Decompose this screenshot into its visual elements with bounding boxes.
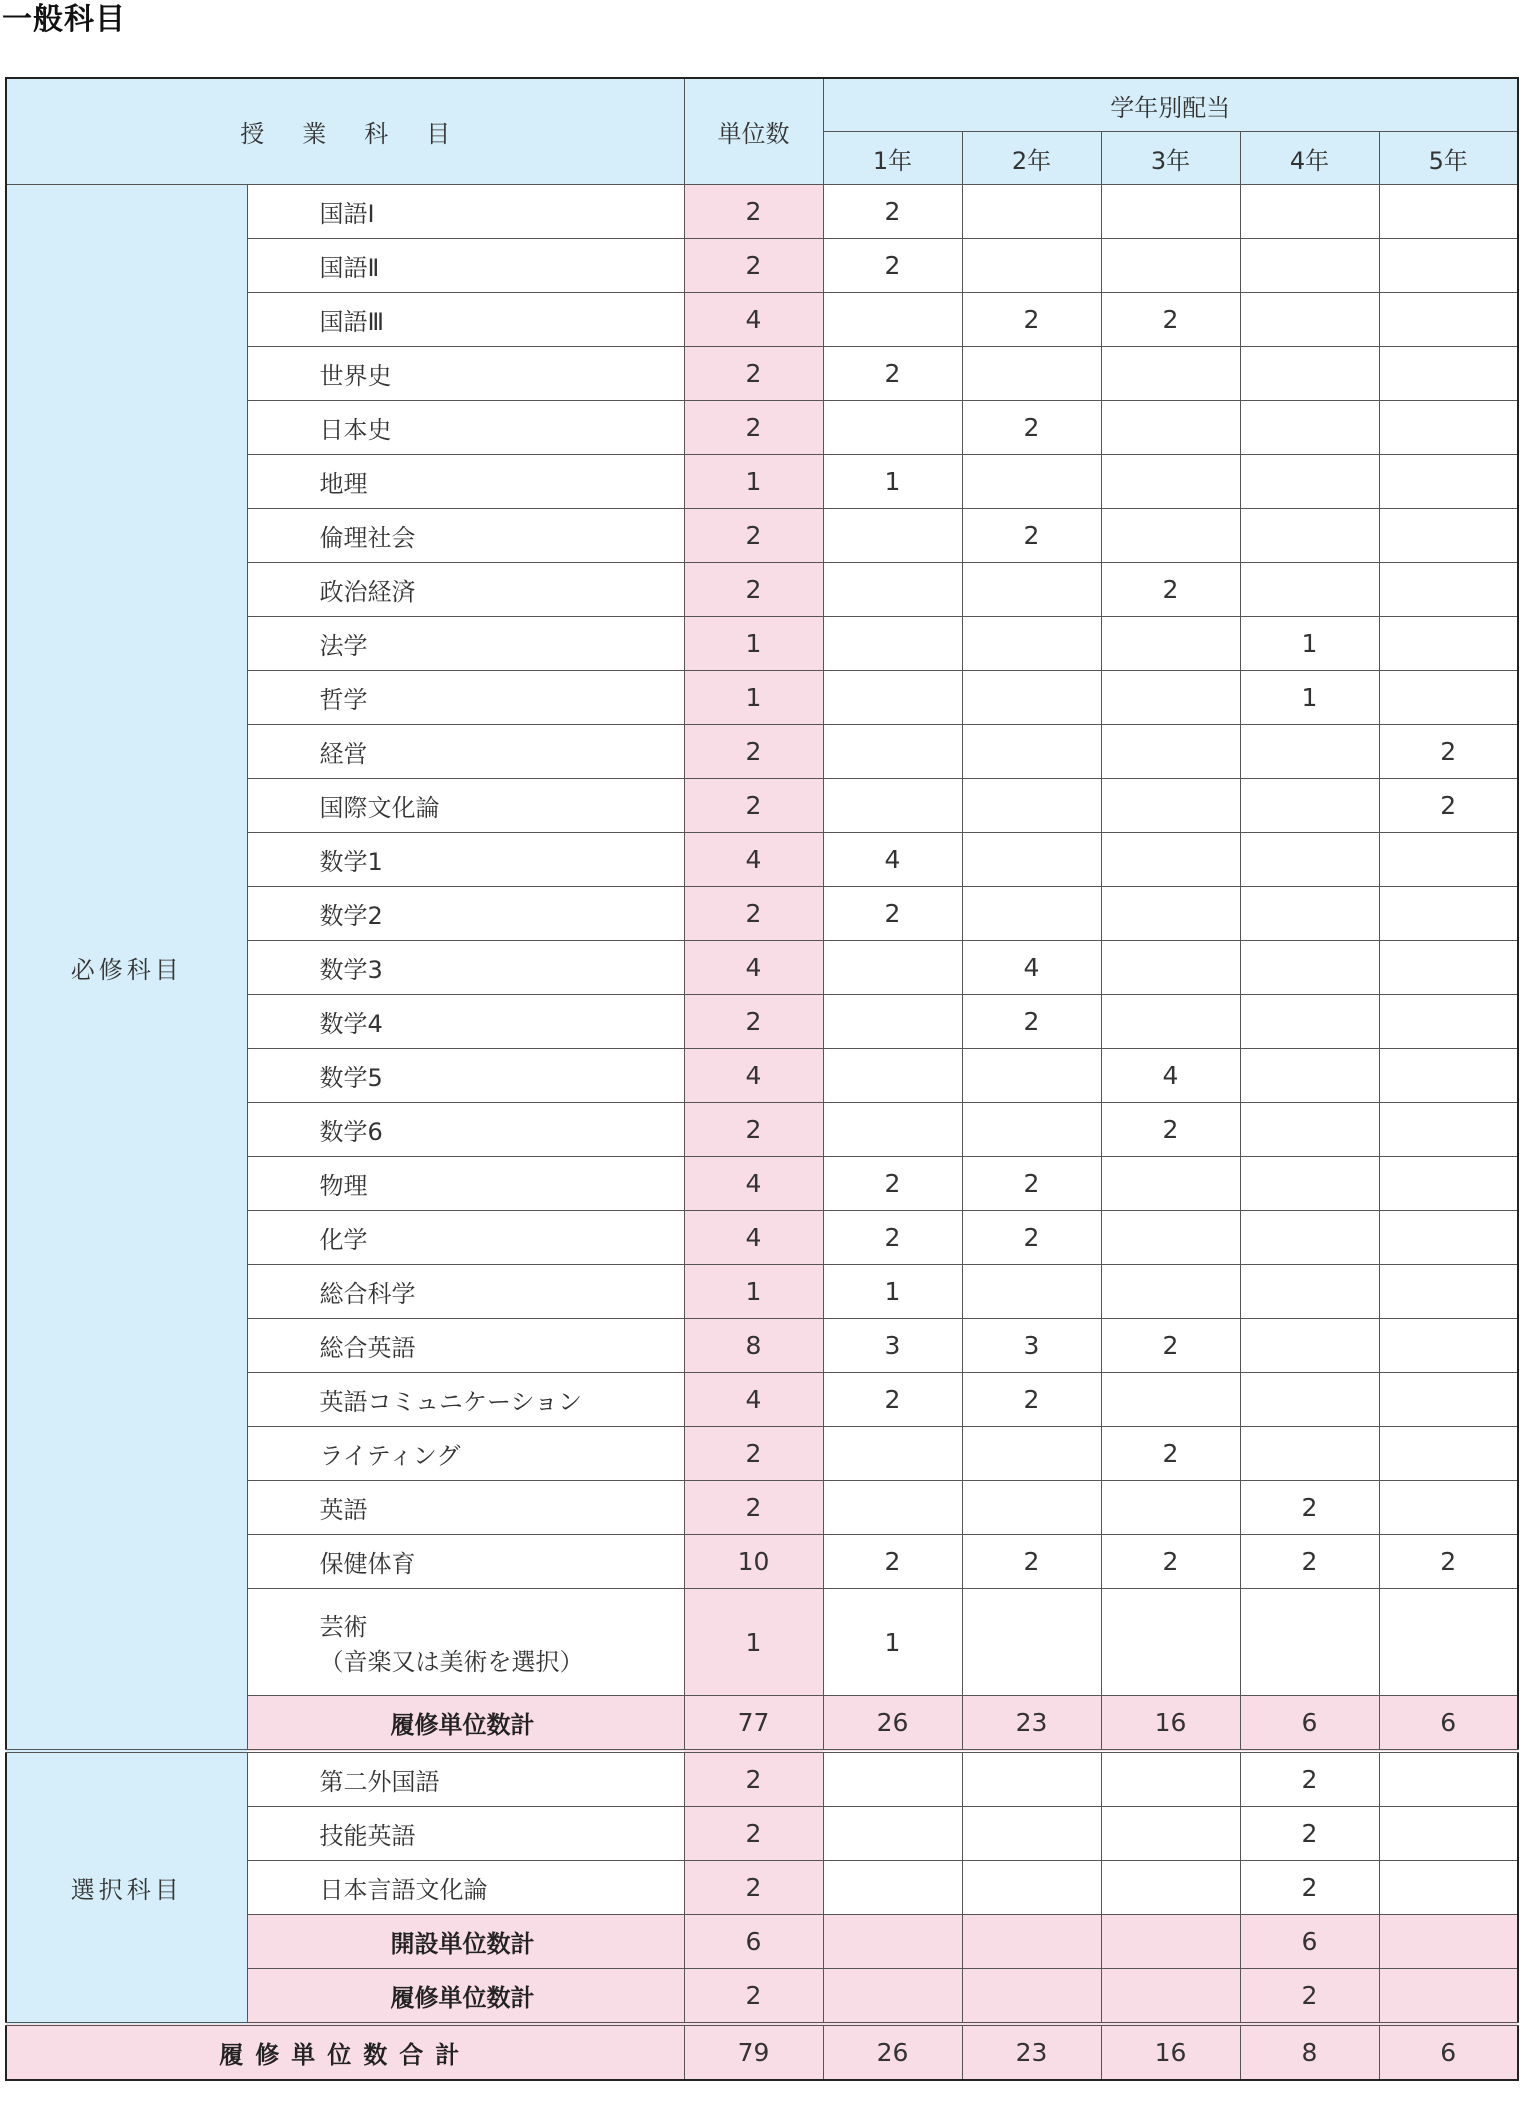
units-cell: 4: [684, 1157, 823, 1211]
grade-cell: [1379, 1049, 1518, 1103]
grade-cell: [962, 239, 1101, 293]
units-cell: 1: [684, 671, 823, 725]
curriculum-table: [5, 77, 1519, 2081]
grade-cell: [962, 563, 1101, 617]
subject-name-text: 地理: [319, 470, 368, 498]
grade-cell: [1240, 887, 1379, 941]
grade-cell: 2: [1379, 779, 1518, 833]
subject-name-text: 日本言語文化論: [319, 1876, 488, 1904]
grade-cell: 2: [1101, 1103, 1240, 1157]
grade-cell: [1240, 509, 1379, 563]
units-cell: 4: [684, 1373, 823, 1427]
grade-cell: [823, 401, 962, 455]
grade-cell: 2: [962, 401, 1101, 455]
grade-cell: [962, 1103, 1101, 1157]
grade-cell: [1101, 1861, 1240, 1915]
grade-cell: 2: [823, 887, 962, 941]
subject-name: [247, 1265, 684, 1319]
header-grade-1: 1年: [823, 132, 962, 185]
grade-cell: [823, 725, 962, 779]
grade-cell: [962, 1481, 1101, 1535]
subject-name: [247, 1807, 684, 1861]
subject-name: [247, 1373, 684, 1427]
grade-cell: [1101, 509, 1240, 563]
grade-cell: [1240, 563, 1379, 617]
grade-cell: [1101, 347, 1240, 401]
grade-cell: [823, 1751, 962, 1807]
grade-cell: [1379, 1861, 1518, 1915]
units-cell: 2: [684, 1481, 823, 1535]
grade-cell: [1379, 617, 1518, 671]
units-cell: 4: [684, 1211, 823, 1265]
units-cell: 10: [684, 1535, 823, 1589]
table-body: [6, 185, 1518, 2081]
total-label: 履修単位数合計: [6, 2024, 684, 2080]
grade-cell: 2: [1240, 1861, 1379, 1915]
grade-cell: 2: [1379, 1535, 1518, 1589]
grade-cell: [1379, 1481, 1518, 1535]
subject-name: [247, 239, 684, 293]
grade-cell: [1101, 1589, 1240, 1696]
grade-cell: [962, 1861, 1101, 1915]
total-grade-cell: [962, 1969, 1101, 2025]
subject-name-text: 英語: [319, 1496, 368, 1524]
subject-name-text: 国語Ⅰ: [319, 200, 375, 228]
subject-name-text: 総合英語: [319, 1334, 416, 1362]
grade-cell: [962, 1265, 1101, 1319]
grade-cell: [823, 995, 962, 1049]
grade-cell: [1379, 1751, 1518, 1807]
total-grade-cell: 6: [1240, 1915, 1379, 1969]
grade-cell: [1240, 1427, 1379, 1481]
grade-cell: [1240, 995, 1379, 1049]
grade-cell: 4: [962, 941, 1101, 995]
grade-cell: [1240, 1049, 1379, 1103]
units-cell: 1: [684, 1589, 823, 1696]
subject-name: [247, 293, 684, 347]
grade-cell: [1240, 779, 1379, 833]
header-grade-3: 3年: [1101, 132, 1240, 185]
subject-name-text: 化学: [319, 1226, 368, 1254]
grade-cell: [1240, 941, 1379, 995]
grade-cell: 3: [962, 1319, 1101, 1373]
grade-cell: 4: [1101, 1049, 1240, 1103]
grade-cell: 3: [823, 1319, 962, 1373]
total-units-cell: 2: [684, 1969, 823, 2025]
subject-name: [247, 563, 684, 617]
subject-name: [247, 1535, 684, 1589]
grade-cell: [1101, 671, 1240, 725]
units-cell: 2: [684, 509, 823, 563]
units-cell: 2: [684, 887, 823, 941]
subject-name-text: ライティング: [319, 1442, 461, 1470]
grade-cell: [962, 725, 1101, 779]
header-units: 単位数: [684, 78, 823, 185]
subject-name-text: 保健体育: [319, 1550, 416, 1578]
grade-cell: 2: [1379, 725, 1518, 779]
subject-name-text: 国際文化論: [319, 794, 440, 822]
total-grade-cell: 16: [1101, 2024, 1240, 2080]
total-grade-cell: [823, 1915, 962, 1969]
total-label: 開設単位数計: [247, 1915, 684, 1969]
subject-name: [247, 725, 684, 779]
total-grade-cell: 6: [1379, 2024, 1518, 2080]
subject-name-text: 哲学: [319, 686, 368, 714]
units-cell: 2: [684, 347, 823, 401]
total-grade-cell: 26: [823, 1696, 962, 1752]
grade-cell: [1101, 239, 1240, 293]
total-units-cell: 6: [684, 1915, 823, 1969]
subject-name: [247, 995, 684, 1049]
units-cell: 4: [684, 1049, 823, 1103]
grade-cell: [1240, 1157, 1379, 1211]
grade-cell: [1379, 995, 1518, 1049]
grade-cell: 4: [823, 833, 962, 887]
grade-cell: 2: [962, 1211, 1101, 1265]
grade-cell: [1240, 833, 1379, 887]
total-grade-cell: [962, 1915, 1101, 1969]
grade-cell: [1240, 1373, 1379, 1427]
units-cell: 2: [684, 1103, 823, 1157]
grade-cell: 2: [1240, 1535, 1379, 1589]
subject-name-text: 総合科学: [319, 1280, 416, 1308]
subject-name-text: 国語Ⅱ: [319, 254, 380, 282]
grade-cell: 1: [823, 455, 962, 509]
grade-cell: [962, 185, 1101, 239]
grade-cell: [962, 671, 1101, 725]
grade-cell: [1101, 725, 1240, 779]
grade-cell: [962, 887, 1101, 941]
units-cell: 2: [684, 1751, 823, 1807]
grade-cell: [1101, 617, 1240, 671]
grade-cell: 2: [1240, 1751, 1379, 1807]
grade-cell: 2: [1101, 1535, 1240, 1589]
units-cell: 8: [684, 1319, 823, 1373]
subject-name-text: 経営: [319, 740, 368, 768]
grade-cell: [823, 1103, 962, 1157]
subject-name: [247, 1481, 684, 1535]
subject-name: [247, 617, 684, 671]
grade-cell: [1240, 293, 1379, 347]
units-cell: 1: [684, 455, 823, 509]
total-units-cell: 77: [684, 1696, 823, 1752]
total-grade-cell: [1379, 1915, 1518, 1969]
subject-name-text: 第二外国語: [319, 1768, 440, 1796]
grade-cell: [823, 941, 962, 995]
grade-cell: [1379, 1373, 1518, 1427]
grade-cell: 2: [823, 1373, 962, 1427]
grade-cell: [1101, 833, 1240, 887]
subject-name-text: 芸術: [319, 1613, 368, 1641]
grade-cell: [1379, 1211, 1518, 1265]
subject-name: [247, 833, 684, 887]
table-row: [6, 185, 1518, 239]
grade-cell: 2: [962, 1157, 1101, 1211]
total-grade-cell: 6: [1379, 1696, 1518, 1752]
subject-name-text: 物理: [319, 1172, 368, 1200]
header-grade-4: 4年: [1240, 132, 1379, 185]
grade-cell: [1379, 563, 1518, 617]
units-cell: 4: [684, 293, 823, 347]
grade-cell: [1240, 1589, 1379, 1696]
units-cell: 2: [684, 563, 823, 617]
grade-cell: [1379, 509, 1518, 563]
total-grade-cell: [823, 1969, 962, 2025]
subject-name: [247, 1319, 684, 1373]
grade-cell: [1379, 239, 1518, 293]
subject-name-text: 政治経済: [319, 578, 416, 606]
grade-cell: [1240, 1319, 1379, 1373]
grade-cell: [823, 671, 962, 725]
grade-cell: [1101, 1157, 1240, 1211]
total-label: 履修単位数計: [247, 1696, 684, 1752]
grade-cell: 2: [962, 293, 1101, 347]
units-cell: 2: [684, 779, 823, 833]
header-subject: 授業科目: [6, 78, 684, 185]
total-grade-cell: 8: [1240, 2024, 1379, 2080]
grade-cell: 2: [1101, 1319, 1240, 1373]
grade-cell: 2: [1240, 1481, 1379, 1535]
units-cell: 2: [684, 725, 823, 779]
grade-cell: [823, 617, 962, 671]
grade-cell: [962, 617, 1101, 671]
units-cell: 2: [684, 401, 823, 455]
grade-cell: [1240, 239, 1379, 293]
grade-cell: [962, 1049, 1101, 1103]
grade-cell: [1379, 1103, 1518, 1157]
units-cell: 2: [684, 995, 823, 1049]
grade-cell: 2: [823, 347, 962, 401]
units-cell: 2: [684, 1427, 823, 1481]
grade-cell: [1101, 1751, 1240, 1807]
subject-name-text: 数学4: [319, 1010, 383, 1038]
header-grade-5: 5年: [1379, 132, 1518, 185]
grade-cell: [962, 1751, 1101, 1807]
subject-name-text: 技能英語: [319, 1822, 416, 1850]
subject-name-text: 日本史: [319, 416, 392, 444]
grade-cell: [1379, 455, 1518, 509]
grade-cell: [1379, 941, 1518, 995]
subject-name: [247, 347, 684, 401]
units-cell: 2: [684, 1861, 823, 1915]
subject-name-text: 倫理社会: [319, 524, 416, 552]
grade-cell: [1101, 1373, 1240, 1427]
grade-cell: [962, 833, 1101, 887]
table-row: [6, 1751, 1518, 1807]
subject-name: [247, 401, 684, 455]
grade-cell: [1101, 401, 1240, 455]
subject-name: [247, 1157, 684, 1211]
subject-name-text: 数学3: [319, 956, 383, 984]
grade-cell: [823, 1427, 962, 1481]
grade-cell: [823, 1861, 962, 1915]
grade-cell: [1240, 1211, 1379, 1265]
grade-cell: 2: [1101, 1427, 1240, 1481]
grand-total-row: [6, 2024, 1518, 2080]
grade-cell: [1379, 887, 1518, 941]
total-grade-cell: 6: [1240, 1696, 1379, 1752]
total-grade-cell: 16: [1101, 1696, 1240, 1752]
grade-cell: [1101, 185, 1240, 239]
grade-cell: [962, 455, 1101, 509]
total-grade-cell: 26: [823, 2024, 962, 2080]
subject-name-text: 数学6: [319, 1118, 383, 1146]
category-elective: 選択科目: [6, 1751, 247, 2024]
grade-cell: 2: [1101, 563, 1240, 617]
grade-cell: 2: [1101, 293, 1240, 347]
header-grade-group: 学年別配当: [823, 78, 1518, 132]
grade-cell: [1101, 455, 1240, 509]
grade-cell: [1101, 1807, 1240, 1861]
header-grade-2: 2年: [962, 132, 1101, 185]
grade-cell: [823, 779, 962, 833]
grade-cell: [962, 347, 1101, 401]
page-title: 一般科目: [2, 2, 126, 37]
grade-cell: [1240, 401, 1379, 455]
grade-cell: [1101, 1211, 1240, 1265]
grade-cell: [962, 779, 1101, 833]
total-grade-cell: 2: [1240, 1969, 1379, 2025]
subject-name-text: 国語Ⅲ: [319, 308, 385, 336]
subject-name-text: 世界史: [319, 362, 392, 390]
total-grade-cell: [1101, 1915, 1240, 1969]
units-cell: 1: [684, 1265, 823, 1319]
subject-name: [247, 1103, 684, 1157]
grade-cell: [1379, 293, 1518, 347]
subject-name-text: 英語コミュニケーション: [319, 1388, 583, 1416]
grade-cell: [1379, 401, 1518, 455]
grade-cell: 2: [823, 1535, 962, 1589]
total-grade-cell: 23: [962, 2024, 1101, 2080]
grade-cell: [1379, 1427, 1518, 1481]
grade-cell: 2: [823, 1157, 962, 1211]
grade-cell: 2: [1240, 1807, 1379, 1861]
grade-cell: [962, 1589, 1101, 1696]
subject-name-note: （音楽又は美術を選択）: [319, 1648, 584, 1676]
subject-name: [247, 1589, 684, 1696]
grade-cell: [1101, 1481, 1240, 1535]
grade-cell: [1240, 455, 1379, 509]
subject-name: [247, 509, 684, 563]
grade-cell: [1101, 887, 1240, 941]
grade-cell: [823, 563, 962, 617]
grade-cell: [823, 1481, 962, 1535]
units-cell: 2: [684, 185, 823, 239]
grade-cell: [1240, 1103, 1379, 1157]
units-cell: 2: [684, 239, 823, 293]
grade-cell: [1379, 347, 1518, 401]
grade-cell: [1379, 185, 1518, 239]
grade-cell: [823, 1807, 962, 1861]
grade-cell: [1379, 833, 1518, 887]
grade-cell: [1240, 725, 1379, 779]
subject-name: [247, 671, 684, 725]
grade-cell: [1240, 185, 1379, 239]
category-required: 必修科目: [6, 185, 247, 1752]
total-units-cell: 79: [684, 2024, 823, 2080]
grade-cell: [962, 1427, 1101, 1481]
grade-cell: [823, 509, 962, 563]
subject-name: [247, 887, 684, 941]
total-grade-cell: 23: [962, 1696, 1101, 1752]
header-row-1: [6, 78, 1518, 132]
subject-name: [247, 185, 684, 239]
units-cell: 4: [684, 941, 823, 995]
subject-name-text: 法学: [319, 632, 368, 660]
subject-name: [247, 779, 684, 833]
grade-cell: 1: [1240, 671, 1379, 725]
grade-cell: [1240, 1265, 1379, 1319]
grade-cell: 2: [962, 509, 1101, 563]
grade-cell: [1101, 1265, 1240, 1319]
grade-cell: [823, 293, 962, 347]
subject-name-text: 数学5: [319, 1064, 383, 1092]
grade-cell: 2: [962, 1535, 1101, 1589]
subject-name-text: 数学2: [319, 902, 383, 930]
units-cell: 1: [684, 617, 823, 671]
grade-cell: [1379, 671, 1518, 725]
subject-name-text: 数学1: [319, 848, 383, 876]
grade-cell: 2: [823, 1211, 962, 1265]
grade-cell: [1101, 941, 1240, 995]
subject-name: [247, 941, 684, 995]
subject-name: [247, 455, 684, 509]
grade-cell: 1: [1240, 617, 1379, 671]
grade-cell: [1101, 995, 1240, 1049]
grade-cell: [962, 1807, 1101, 1861]
grade-cell: 1: [823, 1589, 962, 1696]
grade-cell: [1240, 347, 1379, 401]
subject-name: [247, 1427, 684, 1481]
units-cell: 2: [684, 1807, 823, 1861]
subject-name: [247, 1861, 684, 1915]
grade-cell: 1: [823, 1265, 962, 1319]
grade-cell: [1379, 1157, 1518, 1211]
grade-cell: [1379, 1589, 1518, 1696]
grade-cell: 2: [962, 1373, 1101, 1427]
total-label: 履修単位数計: [247, 1969, 684, 2025]
grade-cell: [823, 1049, 962, 1103]
total-grade-cell: [1101, 1969, 1240, 2025]
grade-cell: [1379, 1265, 1518, 1319]
subject-name: [247, 1751, 684, 1807]
grade-cell: 2: [823, 185, 962, 239]
grade-cell: [1101, 779, 1240, 833]
subject-name: [247, 1211, 684, 1265]
subject-name: [247, 1049, 684, 1103]
curriculum-table-wrapper: [5, 77, 1519, 2081]
grade-cell: [1379, 1319, 1518, 1373]
grade-cell: 2: [823, 239, 962, 293]
units-cell: 4: [684, 833, 823, 887]
total-grade-cell: [1379, 1969, 1518, 2025]
grade-cell: 2: [962, 995, 1101, 1049]
grade-cell: [1379, 1807, 1518, 1861]
